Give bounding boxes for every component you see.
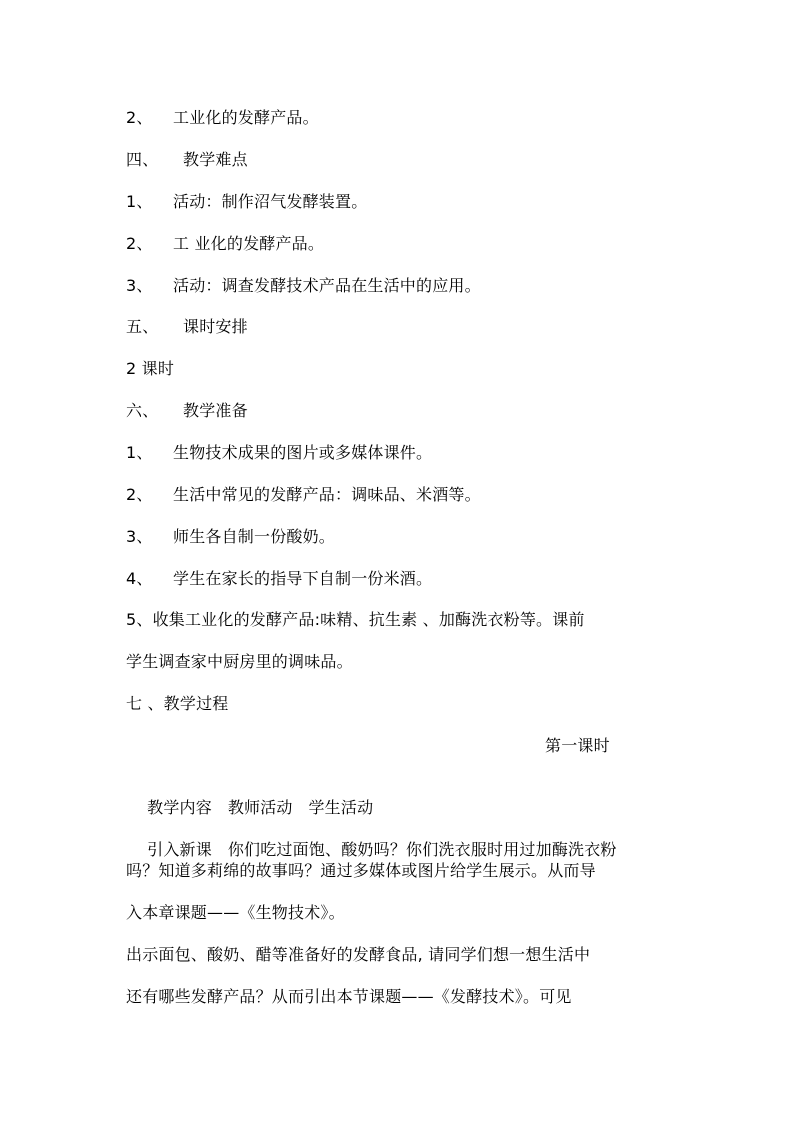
line-industrial-products-2	[126, 234, 324, 254]
line-text: 入本章课题——《生物技术》。	[126, 903, 345, 922]
line-text: 师生各自制一份酸奶。	[173, 527, 336, 546]
line-prep-1	[126, 443, 432, 463]
line-prep-5	[126, 610, 585, 630]
line-survey-activity	[126, 276, 481, 296]
section-number: 六、	[126, 401, 159, 420]
list-number: 2、	[126, 108, 153, 127]
line-text: 生活中常见的发酵产品：调味品、米酒等。	[173, 485, 481, 504]
list-number: 2、	[126, 234, 153, 253]
line-prep-2	[126, 485, 481, 505]
section-title: 教学准备	[183, 401, 248, 420]
line-text: 引入新课 你们吃过面饱、酸奶吗？你们洗衣服时用过加酶洗衣粉	[147, 840, 617, 859]
list-number: 3、	[126, 527, 153, 546]
list-number: 2、	[126, 485, 153, 504]
section-title: 七 、教学过程	[126, 694, 229, 713]
line-text: 工 业化的发酵产品。	[173, 234, 325, 253]
section-title: 第一课时	[545, 736, 610, 755]
line-industrial-products	[126, 108, 319, 128]
section-title: 课时安排	[183, 317, 248, 336]
list-number: 1、	[126, 192, 153, 211]
list-number: 1、	[126, 443, 153, 462]
line-biogas-activity	[126, 192, 367, 212]
line-text: 5、收集工业化的发酵产品:味精、抗生素 、加酶洗衣粉等。课前	[126, 610, 585, 629]
line-text: 出示面包、酸奶、醋等准备好的发酵食品, 请同学们想一想生活中	[126, 945, 591, 964]
line-text: 学生在家长的指导下自制一份米酒。	[173, 569, 433, 588]
line-prep-4	[126, 569, 432, 589]
section-number: 四、	[126, 150, 159, 169]
section-title: 教学难点	[183, 150, 248, 169]
line-text: 生物技术成果的图片或多媒体课件。	[173, 443, 433, 462]
column-headers: 教学内容 教师活动 学生活动	[147, 798, 374, 817]
line-text: 学生调查家中厨房里的调味品。	[126, 652, 353, 671]
heading-preparation	[126, 401, 248, 421]
line-text: 活动：制作沼气发酵装置。	[173, 192, 368, 211]
list-number: 3、	[126, 276, 153, 295]
paragraph-show-line-2	[126, 987, 572, 1007]
line-text: 2 课时	[126, 359, 175, 378]
line-two-periods	[126, 359, 174, 379]
line-text: 工业化的发酵产品。	[173, 108, 319, 127]
paragraph-intro-line-3	[126, 903, 345, 923]
line-prep-3	[126, 527, 335, 547]
section-number: 五、	[126, 317, 159, 336]
heading-schedule	[126, 317, 248, 337]
list-number: 4、	[126, 569, 153, 588]
paragraph-show-line-1	[126, 945, 590, 965]
heading-teaching-difficulties	[126, 150, 248, 170]
paragraph-intro-line-2	[126, 861, 596, 881]
heading-teaching-process	[126, 694, 229, 714]
line-text: 吗？知道多莉绵的故事吗？通过多媒体或图片给学生展示。从而导	[126, 861, 596, 880]
heading-first-period	[545, 736, 610, 756]
line-text: 活动：调查发酵技术产品在生活中的应用。	[173, 276, 481, 295]
line-prep-5-cont	[126, 652, 353, 672]
line-text: 还有哪些发酵产品？从而引出本节课题——《发酵技术》。可见	[126, 987, 572, 1006]
